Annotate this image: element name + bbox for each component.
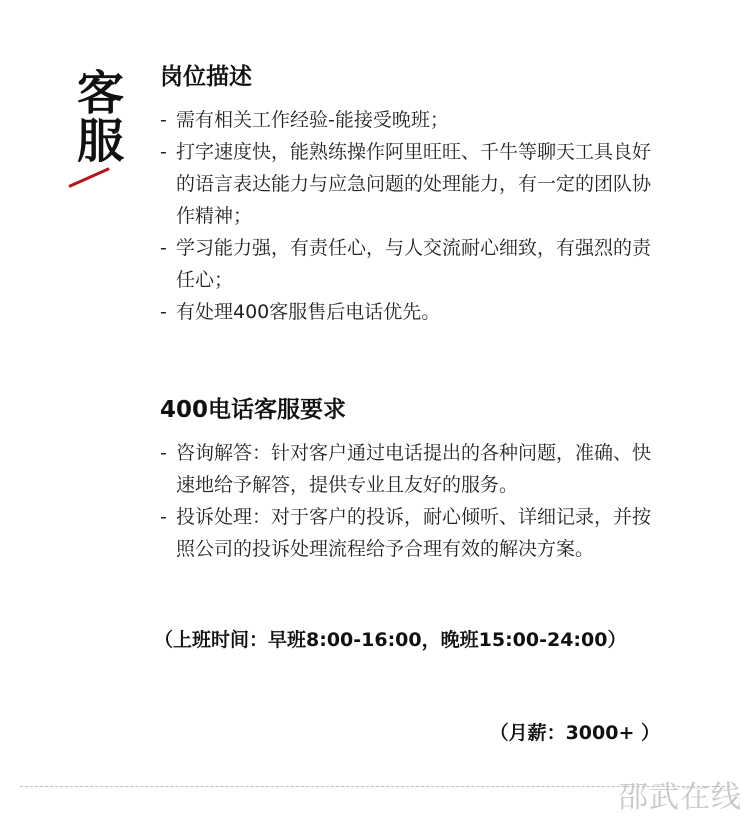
list-item [160, 296, 680, 328]
work-hours: （上班时间：早班8:00-16:00，晚班15:00-24:00） [154, 629, 627, 651]
list-item [160, 501, 680, 565]
list-item [160, 136, 680, 232]
side-title: 客服 [69, 68, 124, 164]
bullet-dash: - [160, 237, 167, 259]
phone-service-requirements-section [160, 393, 680, 565]
job-description-section [160, 60, 680, 328]
salary: （月薪：3000+ ） [489, 722, 660, 744]
section-title-phone-requirements: 400电话客服要求 [160, 397, 347, 423]
bullet-dash: - [160, 442, 167, 464]
list-item-text: 学习能力强，有责任心，与人交流耐心细致，有强烈的责任心； [176, 237, 652, 291]
bullet-dash: - [160, 141, 167, 163]
list-item-text: 需有相关工作经验-能接受晚班； [176, 109, 449, 131]
section-title-job-description: 岗位描述 [160, 64, 252, 90]
list-item-text: 咨询解答：针对客户通过电话提出的各种问题，准确、快速地给予解答，提供专业且友好的服务。 [176, 442, 652, 496]
list-item-text: 打字速度快，能熟练操作阿里旺旺、千牛等聊天工具良好的语言表达能力与应急问题的处理能力，有一定的团队协作精神； [176, 141, 652, 227]
bullet-dash: - [160, 506, 167, 528]
job-description-list [160, 104, 680, 328]
accent-slash [68, 167, 109, 188]
phone-requirements-list [160, 437, 680, 565]
list-item [160, 232, 680, 296]
list-item-text: 投诉处理：对于客户的投诉，耐心倾听、详细记录，并按照公司的投诉处理流程给予合理有效的解决方案。 [176, 506, 652, 560]
list-item [160, 104, 680, 136]
bullet-dash: - [160, 301, 167, 323]
watermark: 邵武在线 [618, 780, 742, 815]
list-item [160, 437, 680, 501]
list-item-text: 有处理400客服售后电话优先。 [176, 301, 441, 323]
bullet-dash: - [160, 109, 167, 131]
